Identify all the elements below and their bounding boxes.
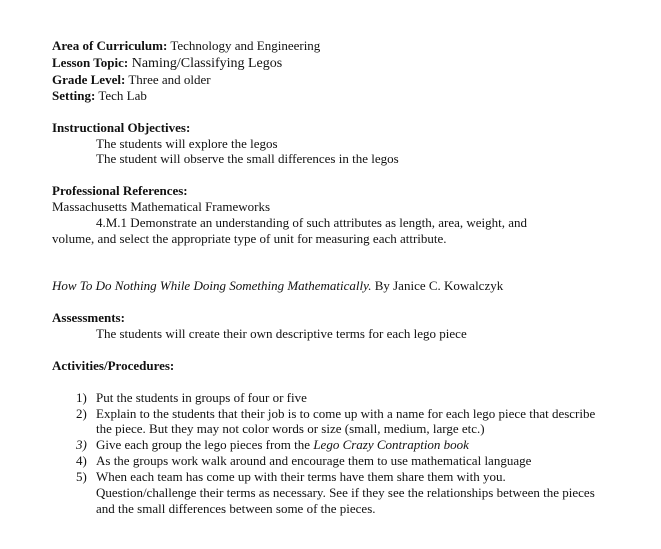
activity-text: Explain to the students that their job is to come up with a name for each lego piece that describe <box>96 406 596 421</box>
assessment-text: The students will create their own descriptive terms for each lego piece <box>96 326 467 341</box>
activity-number: 3) <box>76 437 87 452</box>
book-author: By Janice C. Kowalczyk <box>371 278 504 293</box>
references-heading: Professional References: <box>52 183 188 198</box>
area-value: Technology and Engineering <box>170 38 321 53</box>
objectives-heading: Instructional Objectives: <box>52 120 191 135</box>
activity-text: When each team has come up with their terms have them share them with you. <box>96 469 506 484</box>
grade-value: Three and older <box>128 72 211 87</box>
activity-number: 2) <box>76 406 87 421</box>
topic-value: Naming/Classifying Legos <box>131 56 283 71</box>
activity-number: 5) <box>76 469 87 484</box>
activity-book-title: Lego Crazy Contraption book <box>313 437 469 452</box>
standard-text-line2: volume, and select the appropriate type of unit for measuring each attribute. <box>52 231 447 246</box>
grade-label: Grade Level: <box>52 72 126 87</box>
activity-text: Put the students in groups of four or five <box>96 390 307 405</box>
assessments-heading: Assessments: <box>52 310 125 325</box>
activity-text: As the groups work walk around and encourage them to use mathematical language <box>96 453 532 468</box>
framework-name: Massachusetts Mathematical Frameworks <box>52 199 271 214</box>
lesson-topic-row <box>52 55 282 72</box>
area-of-curriculum-row <box>52 38 320 54</box>
topic-label: Lesson Topic: <box>52 55 129 70</box>
activity-number: 1) <box>76 390 87 405</box>
activity-text <box>96 437 469 453</box>
objective-item: The student will observe the small differences in the legos <box>96 151 399 166</box>
activity-text: Question/challenge their terms as necessary. See if they see the relationships between the pieces <box>96 485 595 500</box>
setting-value: Tech Lab <box>98 88 147 103</box>
activity-text: the piece. But they may not color words or size (small, medium, large etc.) <box>96 421 485 436</box>
setting-label: Setting: <box>52 88 96 103</box>
activities-heading: Activities/Procedures: <box>52 358 175 373</box>
grade-level-row <box>52 72 211 88</box>
setting-row <box>52 88 147 104</box>
book-title: How To Do Nothing While Doing Something Mathematically. <box>52 278 372 293</box>
activity-text-pre: Give each group the lego pieces from the <box>96 437 314 452</box>
activity-text: and the small differences between some of the pieces. <box>96 501 376 516</box>
standard-text-line1: 4.M.1 Demonstrate an understanding of such attributes as length, area, weight, and <box>96 215 528 230</box>
activity-number: 4) <box>76 453 87 468</box>
objective-item: The students will explore the legos <box>96 136 278 151</box>
book-reference <box>52 278 503 294</box>
area-label: Area of Curriculum: <box>52 38 168 53</box>
